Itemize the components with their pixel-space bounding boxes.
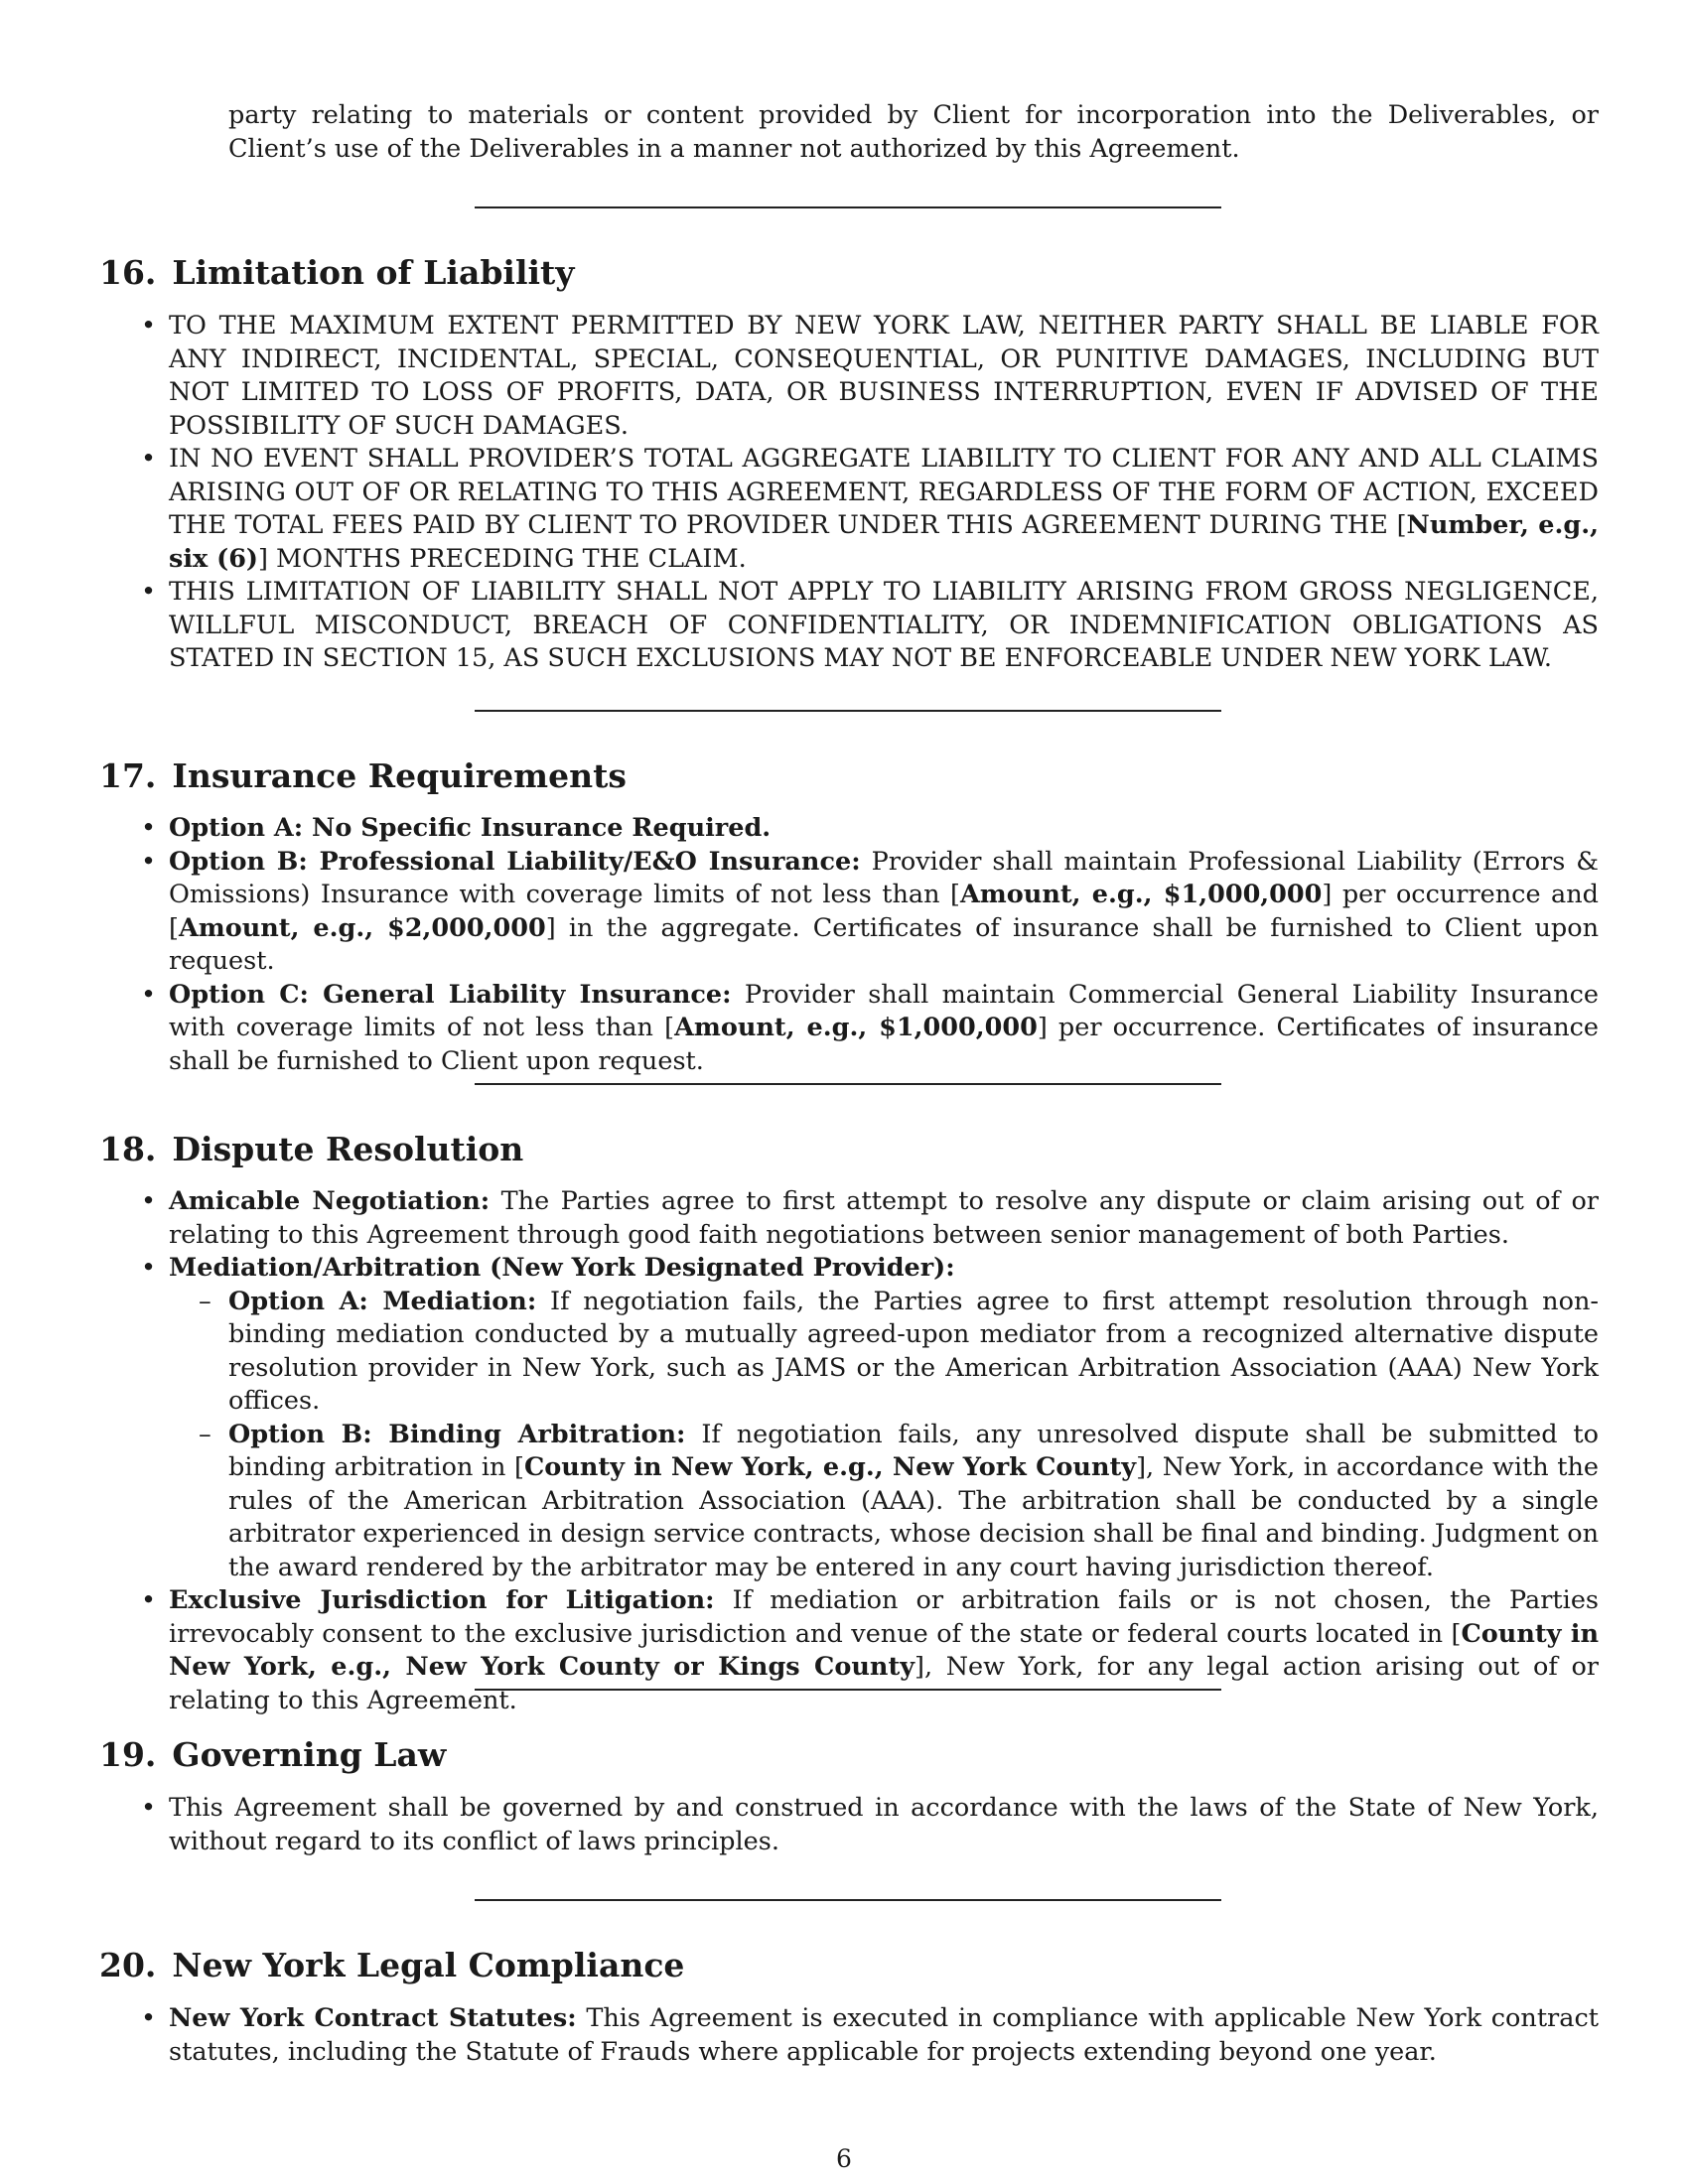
item-text: THIS LIMITATION OF LIABILITY SHALL NOT APPLY TO LIABILITY ARISING FROM GROSS NEGLIGENCE, WILLFUL MISCONDUCT, BREACH OF CONFIDENTIALITY, OR INDEMNIFICATION OBLIGATIONS AS STATED IN SECTION 15, AS SUCH EXCLUSIONS MAY NOT BE ENFORCEABLE UNDER NEW YORK LAW. bbox=[169, 577, 1599, 673]
item-text: ] per occurrence and [ bbox=[169, 880, 1599, 943]
section-divider bbox=[475, 1899, 1221, 1901]
item-text: ], New York, for any legal action arising out of or relating to this Agreement. bbox=[169, 1652, 1599, 1715]
placeholder-text: Amount, e.g., $1,000,000 bbox=[674, 1013, 1038, 1042]
section-title: Governing Law bbox=[172, 1735, 447, 1774]
item-text: If negotiation fails, the Parties agree to first attempt resolution through non-binding mediation conducted by a mutually agreed-upon mediator from a recognized alternative dispute resolution provider in New York, such as JAMS or the American Arbitration Association (AAA) New York offices. bbox=[228, 1286, 1599, 1416]
item-text: ], New York, in accordance with the rules of the American Arbitration Association (AAA). The arbitration shall be conducted by a single arbitrator experienced in design service contracts, whose decision shall be final and binding. Judgment on the award rendered by the arbitrator may be entered in any court having jurisdiction thereof. bbox=[228, 1452, 1599, 1582]
item-text: Provider shall maintain Professional Liability (Errors & Omissions) Insurance with coverage limits of not less than [ bbox=[169, 846, 1599, 909]
placeholder-text: Amount, e.g., $1,000,000 bbox=[960, 880, 1323, 909]
section-20-heading bbox=[99, 1946, 684, 1985]
section-19-heading bbox=[99, 1735, 446, 1775]
item-label: Amicable Negotiation: bbox=[169, 1186, 491, 1216]
section-number: 17. bbox=[99, 756, 157, 795]
section-number: 18. bbox=[99, 1130, 157, 1168]
option-label: Option A: Mediation: bbox=[228, 1286, 537, 1316]
placeholder-text: County in New York, e.g., New York County bbox=[523, 1452, 1137, 1482]
option-label: Option A: No Specific Insurance Required. bbox=[169, 813, 772, 843]
list-item bbox=[169, 576, 1599, 676]
list-item bbox=[169, 310, 1599, 443]
section-17-list bbox=[169, 812, 1599, 1078]
sub-list-item bbox=[228, 1419, 1599, 1585]
item-text: TO THE MAXIMUM EXTENT PERMITTED BY NEW YORK LAW, NEITHER PARTY SHALL BE LIABLE FOR ANY INDIRECT, INCIDENTAL, SPECIAL, CONSEQUENTIAL, OR PUNITIVE DAMAGES, INCLUDING BUT NOT LIMITED TO LOSS OF PROFITS, DATA, OR BUSINESS INTERRUPTION, EVEN IF ADVISED OF THE POSSIBILITY OF SUCH DAMAGES. bbox=[169, 311, 1599, 441]
list-item bbox=[169, 846, 1599, 979]
section-divider bbox=[475, 710, 1221, 712]
placeholder-text: County in New York, e.g., New York County or Kings County bbox=[169, 1618, 1599, 1682]
section-17-heading bbox=[99, 756, 627, 796]
item-text: IN NO EVENT SHALL PROVIDER’S TOTAL AGGREGATE LIABILITY TO CLIENT FOR ANY AND ALL CLAIMS ARISING OUT OF OR RELATING TO THIS AGREEMENT, REGARDLESS OF THE FORM OF ACTION, EXCEED THE TOTAL FEES PAID BY CLIENT TO PROVIDER UNDER THIS AGREEMENT DURING THE [ bbox=[169, 444, 1599, 540]
placeholder-text: Number, e.g., six (6) bbox=[169, 510, 1599, 574]
section-title: New York Legal Compliance bbox=[172, 1946, 685, 1984]
section-divider bbox=[475, 1689, 1221, 1691]
option-label: Option B: Binding Arbitration: bbox=[228, 1419, 686, 1449]
item-label: Exclusive Jurisdiction for Litigation: bbox=[169, 1585, 715, 1615]
item-text: The Parties agree to first attempt to resolve any dispute or claim arising out of or relating to this Agreement through good faith negotiations between senior management of both Parties. bbox=[169, 1186, 1599, 1250]
continuation-paragraph: party relating to materials or content provided by Client for incorporation into the Deliverables, or Client’s use of the Deliverables in a manner not authorized by this Agreement. bbox=[228, 100, 1599, 164]
sub-list-item bbox=[228, 1286, 1599, 1419]
list-item bbox=[169, 1252, 1599, 1584]
sub-list bbox=[169, 1286, 1599, 1585]
item-text: If negotiation fails, any unresolved dispute shall be submitted to binding arbitration in [ bbox=[228, 1419, 1599, 1482]
list-item bbox=[169, 812, 1599, 846]
section-20-list bbox=[169, 2002, 1599, 2069]
page-number: 6 bbox=[836, 2144, 852, 2173]
list-item bbox=[169, 1185, 1599, 1252]
list-item bbox=[169, 443, 1599, 576]
item-text: ] MONTHS PRECEDING THE CLAIM. bbox=[258, 543, 747, 574]
item-text: ] per occurrence. Certificates of insurance shall be furnished to Client upon request. bbox=[169, 1013, 1600, 1076]
list-item bbox=[169, 979, 1599, 1079]
item-text: ] in the aggregate. Certificates of insurance shall be furnished to Client upon request. bbox=[169, 912, 1600, 976]
placeholder-text: Amount, e.g., $2,000,000 bbox=[178, 912, 546, 943]
section-divider bbox=[475, 1083, 1221, 1085]
section-title: Insurance Requirements bbox=[172, 756, 627, 795]
item-text: This Agreement is executed in compliance with applicable New York contract statutes, including the Statute of Frauds where applicable for projects extending beyond one year. bbox=[169, 2003, 1599, 2067]
section-19-list bbox=[169, 1792, 1599, 1858]
section-divider bbox=[475, 206, 1221, 208]
section-number: 19. bbox=[99, 1735, 157, 1774]
section-number: 16. bbox=[99, 253, 157, 292]
section-16-list bbox=[169, 310, 1599, 676]
section-number: 20. bbox=[99, 1946, 157, 1984]
section-18-heading bbox=[99, 1130, 523, 1169]
item-text: This Agreement shall be governed by and construed in accordance with the laws of the State of New York, without regard to its conflict of laws principles. bbox=[169, 1793, 1599, 1856]
list-item bbox=[169, 1584, 1599, 1717]
item-text: Provider shall maintain Commercial General Liability Insurance with coverage limits of not less than [ bbox=[169, 979, 1599, 1042]
section-title: Limitation of Liability bbox=[172, 253, 575, 292]
section-18-list bbox=[169, 1185, 1599, 1717]
section-16-heading bbox=[99, 253, 574, 293]
item-label: New York Contract Statutes: bbox=[169, 2003, 577, 2033]
list-item bbox=[169, 1792, 1599, 1858]
item-label: Mediation/Arbitration (New York Designated Provider): bbox=[169, 1253, 955, 1283]
section-title: Dispute Resolution bbox=[172, 1130, 524, 1168]
option-label: Option B: Professional Liability/E&O Insurance: bbox=[169, 846, 861, 877]
item-text: If mediation or arbitration fails or is not chosen, the Parties irrevocably consent to the exclusive jurisdiction and venue of the state or federal courts located in [ bbox=[169, 1585, 1599, 1649]
option-label: Option C: General Liability Insurance: bbox=[169, 979, 732, 1010]
list-item bbox=[169, 2002, 1599, 2069]
